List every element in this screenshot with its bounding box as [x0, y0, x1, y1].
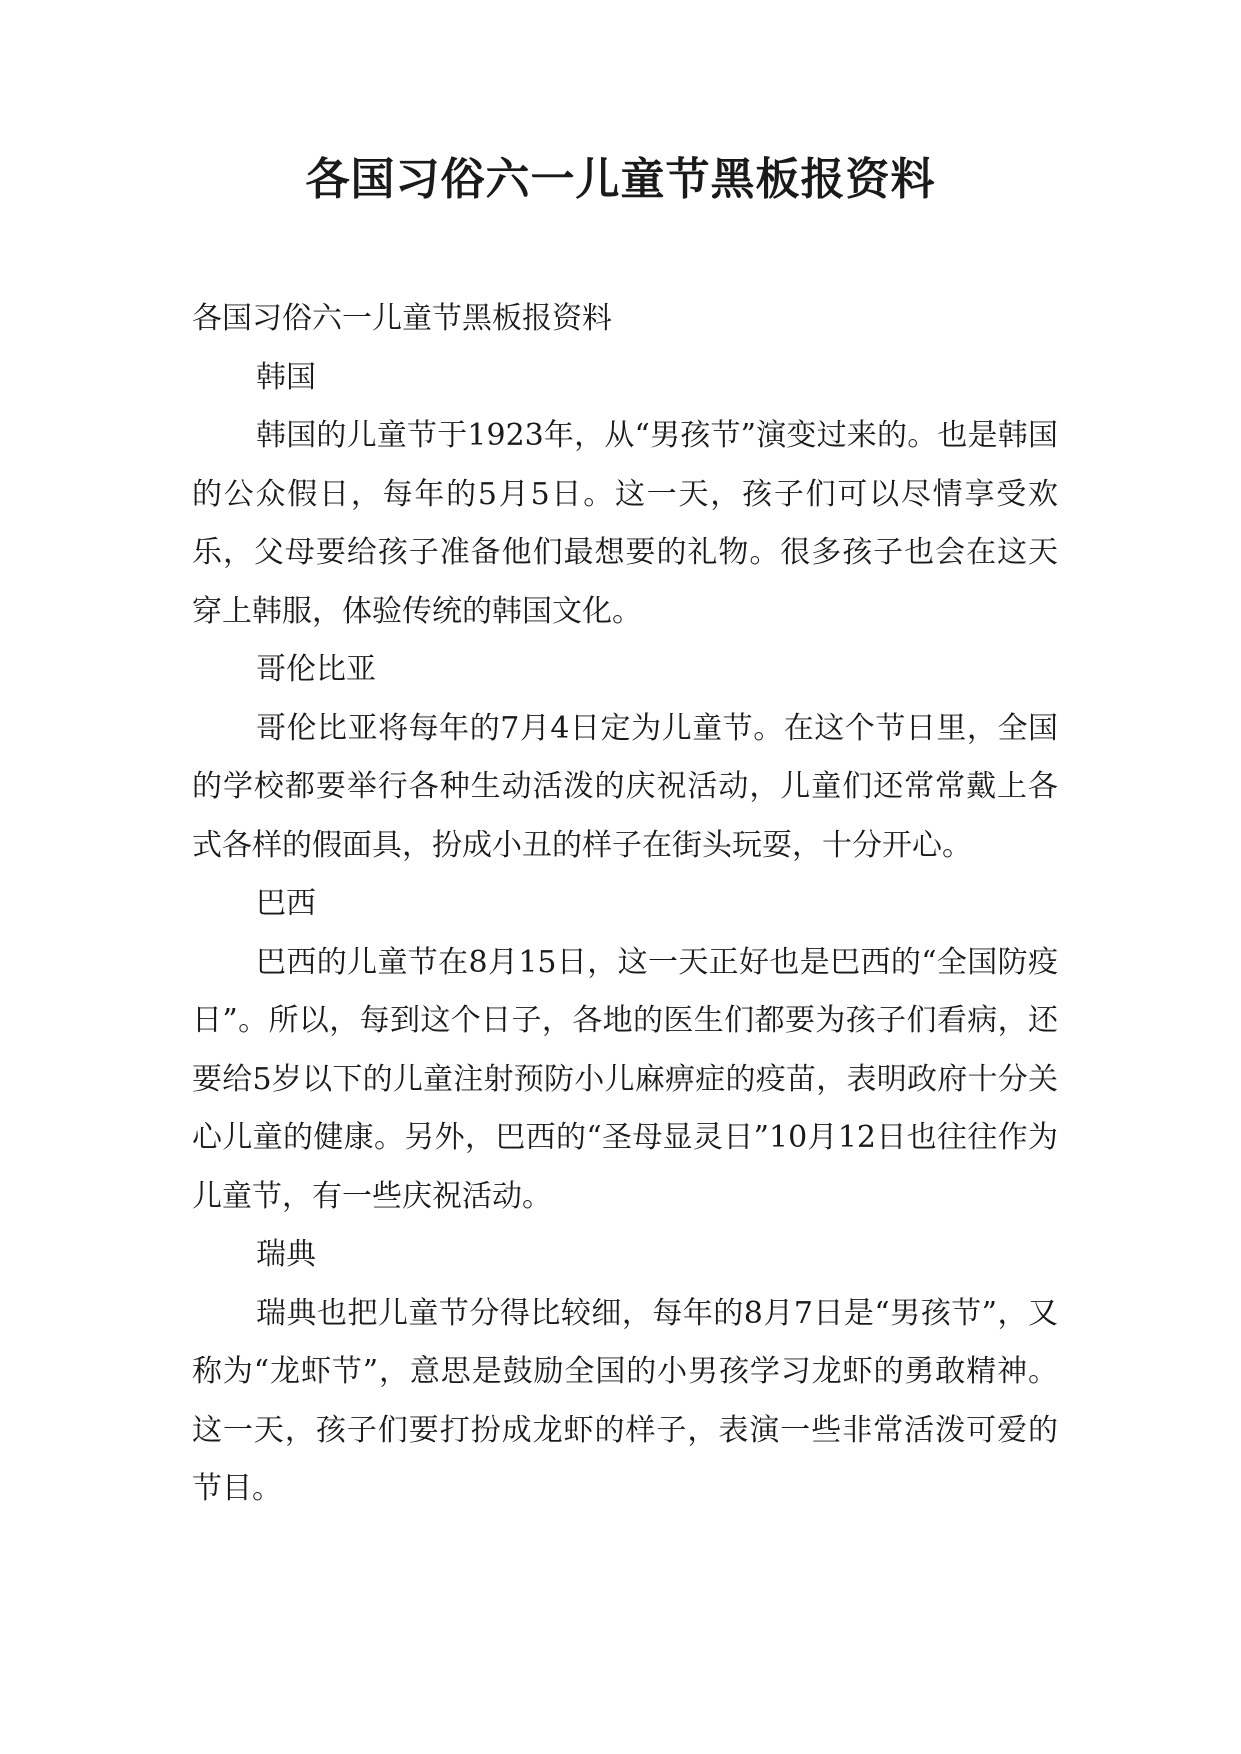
- section-body-colombia: 哥伦比亚将每年的7月4日定为儿童节。在这个节日里，全国的学校都要举行各种生动活泼的庆祝活动，儿童们还常常戴上各式各样的假面具，扮成小丑的样子在街头玩耍，十分开心。: [192, 710, 1058, 863]
- section-body-korea: 韩国的儿童节于1923年，从“男孩节”演变过来的。也是韩国的公众假日，每年的5月5日。这一天，孩子们可以尽情享受欢乐，父母要给孩子准备他们最想要的礼物。很多孩子也会在这天穿上韩服，体验传统的韩国文化。: [192, 418, 1058, 629]
- document-body: [192, 290, 1058, 1519]
- section-body-sweden: 瑞典也把儿童节分得比较细，每年的8月7日是“男孩节”，又称为“龙虾节”，意思是鼓励全国的小男孩学习龙虾的勇敢精神。这一天，孩子们要打扮成龙虾的样子，表演一些非常活泼可爱的节目。: [192, 1295, 1058, 1506]
- section-heading-sweden: 瑞典: [256, 1237, 316, 1272]
- section-heading-brazil: 巴西: [256, 886, 316, 921]
- document-subtitle: 各国习俗六一儿童节黑板报资料: [192, 301, 612, 336]
- section-body-brazil: 巴西的儿童节在8月15日，这一天正好也是巴西的“全国防疫日”。所以，每到这个日子，各地的医生们都要为孩子们看病，还要给5岁以下的儿童注射预防小儿麻痹症的疫苗，表明政府十分关心儿童的健康。另外，巴西的“圣母显灵日”10月12日也往往作为儿童节，有一些庆祝活动。: [192, 944, 1058, 1214]
- section-heading-colombia: 哥伦比亚: [256, 652, 376, 687]
- section-heading-korea: 韩国: [256, 359, 316, 395]
- document-title: 各国习俗六一儿童节黑板报资料: [305, 154, 936, 205]
